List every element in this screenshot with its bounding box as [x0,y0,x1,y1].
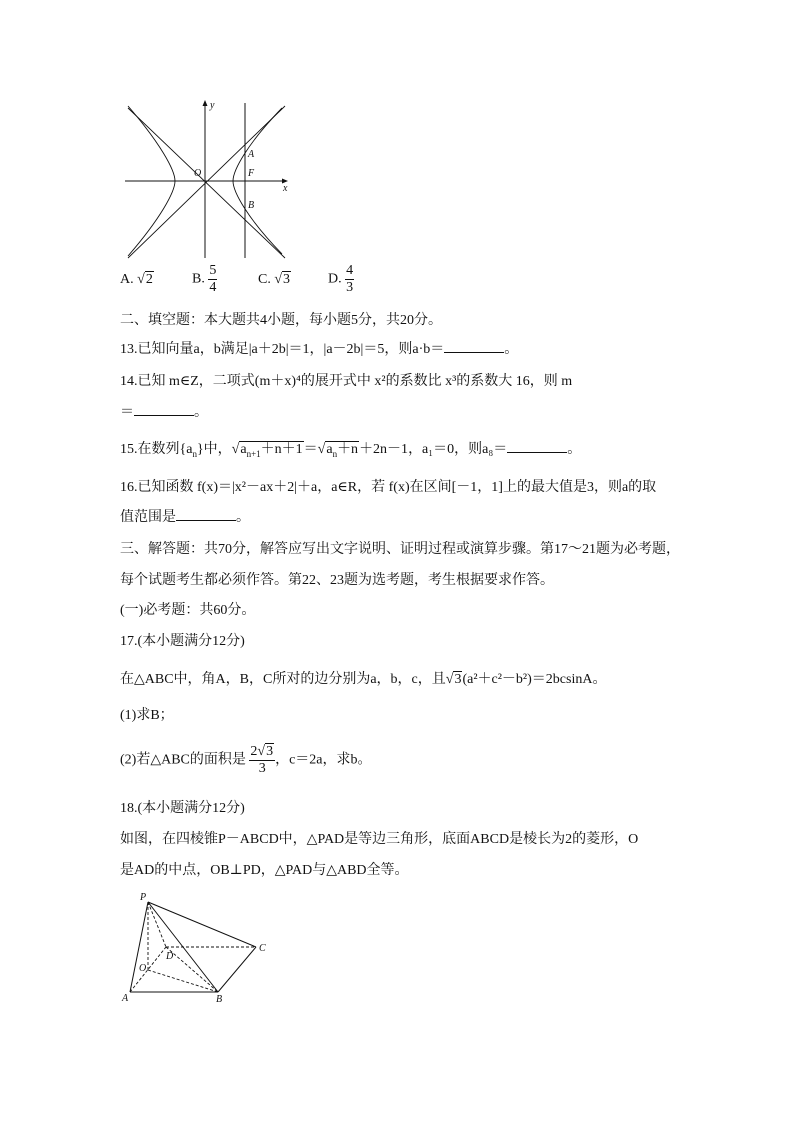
y-axis-label: y [210,100,215,111]
choice-c: C. √3 [258,272,291,287]
choice-d [328,263,354,296]
vertex-a-label: A [122,993,129,1004]
choice-d-fraction [345,263,354,296]
x-axis-label: x [283,183,288,194]
question-17-part2-prefix: (2)若△ABC的面积是 [120,752,246,768]
segment-ob-hidden [148,970,218,992]
choice-d-letter: D. [328,271,342,287]
origin-label: O [194,168,202,179]
question-14-equals: ＝ [120,405,134,420]
question-15-prefix: 15.在数列{a [120,442,193,457]
question-15-sub-n: n [192,448,197,459]
vertex-d-label: D [166,951,174,962]
question-16-line1: 16.已知函数 f(x)＝|x²－ax＋2|＋a，a∈R，若 f(x)在区间[－1，1]上的最大值是3，则a的取 [120,480,657,495]
question-16-line2-text: 值范围是 [120,510,176,525]
choice-b-letter: B. [192,271,205,287]
question-18-line2: 是AD的中点，OB⊥PD，△PAD与△ABD全等。 [120,863,409,878]
choice-c-value: 3 [283,272,291,287]
question-13-text: 13.已知向量a，b满足|a＋2b|＝1，|a－2b|＝5，则a·b＝ [120,342,445,357]
question-18-heading: 18.(本小题满分12分) [120,801,245,816]
choice-a: A. √2 [120,272,153,287]
area-numerator: 2 [250,744,258,759]
question-16-end: 。 [236,510,250,525]
point-b-label: B [248,200,255,211]
question-17-part1: (1)求B； [120,708,174,723]
choice-b-fraction [208,263,217,296]
question-15 [120,440,581,464]
question-15-end: 。 [567,442,582,457]
choice-c-letter: C. [258,272,271,287]
question-17-stem-prefix: 在△ABC中，角A，B，C所对的边分别为a，b，c，且 [120,672,446,687]
question-14-line1: 14.已知 m∈Z，二项式(m＋x)⁴的展开式中 x²的系数比 x³的系数大 16，则 m [120,374,573,389]
vertex-c-label: C [259,943,266,954]
area-denominator: 3 [258,761,266,776]
question-17-stem-suffix: (a²＋c²－b²)＝2bcsinA。 [462,672,607,687]
section-2-heading: 二、填空题：本大题共4小题，每小题5分，共20分。 [120,313,442,328]
required-section-heading: (一)必考题：共60分。 [120,603,256,618]
choice-d-denominator: 3 [346,280,354,295]
question-17-heading: 17.(本小题满分12分) [120,634,245,649]
vertex-p-label: P [140,892,147,903]
answer-blank-13[interactable] [444,340,504,353]
question-15-prefix2: }中， [196,442,232,457]
question-13 [120,340,518,360]
area-fraction: $\frac{2√3}{3}$ [250,744,274,776]
section-3-heading-line2: 每个试题考生都必须作答。第22、23题为选考题，考生根据要求作答。 [120,573,554,588]
question-17-part2 [120,744,372,777]
question-17-stem: 在△ABC中，角A，B，C所对的边分别为a，b，c，且√3(a²＋c²－b²)＝2bcsinA。 [120,672,607,687]
question-14-line2 [120,403,208,423]
vertex-b-label: B [216,994,223,1005]
question-18-line1: 如图，在四棱锥P－ABCD中，△PAD是等边三角形，底面ABCD是棱长为2的菱形，O [120,832,639,847]
choice-b-denominator: 4 [209,280,217,295]
choice-a-letter: A. [120,272,134,287]
y-axis-arrow [203,100,208,106]
choice-b-numerator: 5 [209,263,217,278]
segment-db-hidden [166,947,218,992]
edge-bc [218,947,256,992]
question-15-middle: ，a₁＝0，则a₈＝ [408,442,508,457]
question-17-part2-suffix: ，c＝2a，求b。 [275,752,372,768]
question-15-formula: $√a_{n+1}+n+1=√a_n+n+2n-1$ [231,442,409,459]
section-3-heading-line1: 三、解答题：共70分，解答应写出文字说明、证明过程或演算步骤。第17～21题为必考题， [120,542,680,557]
question-13-end: 。 [504,342,519,357]
choice-b [192,263,217,296]
point-o-label: O [139,963,147,974]
answer-blank-15[interactable] [507,440,567,453]
pyramid-figure [118,890,278,1005]
edge-pa [130,902,148,992]
question-14-end: 。 [194,405,208,420]
answer-blank-14[interactable] [134,403,194,416]
question-16-line2 [120,508,250,528]
hyperbola-figure [120,98,300,263]
edge-pc [148,902,256,947]
choice-d-numerator: 4 [346,263,354,278]
focus-label: F [248,168,255,179]
choice-a-value: 2 [145,272,153,287]
answer-blank-16[interactable] [176,508,236,521]
point-a-label: A [248,149,255,160]
